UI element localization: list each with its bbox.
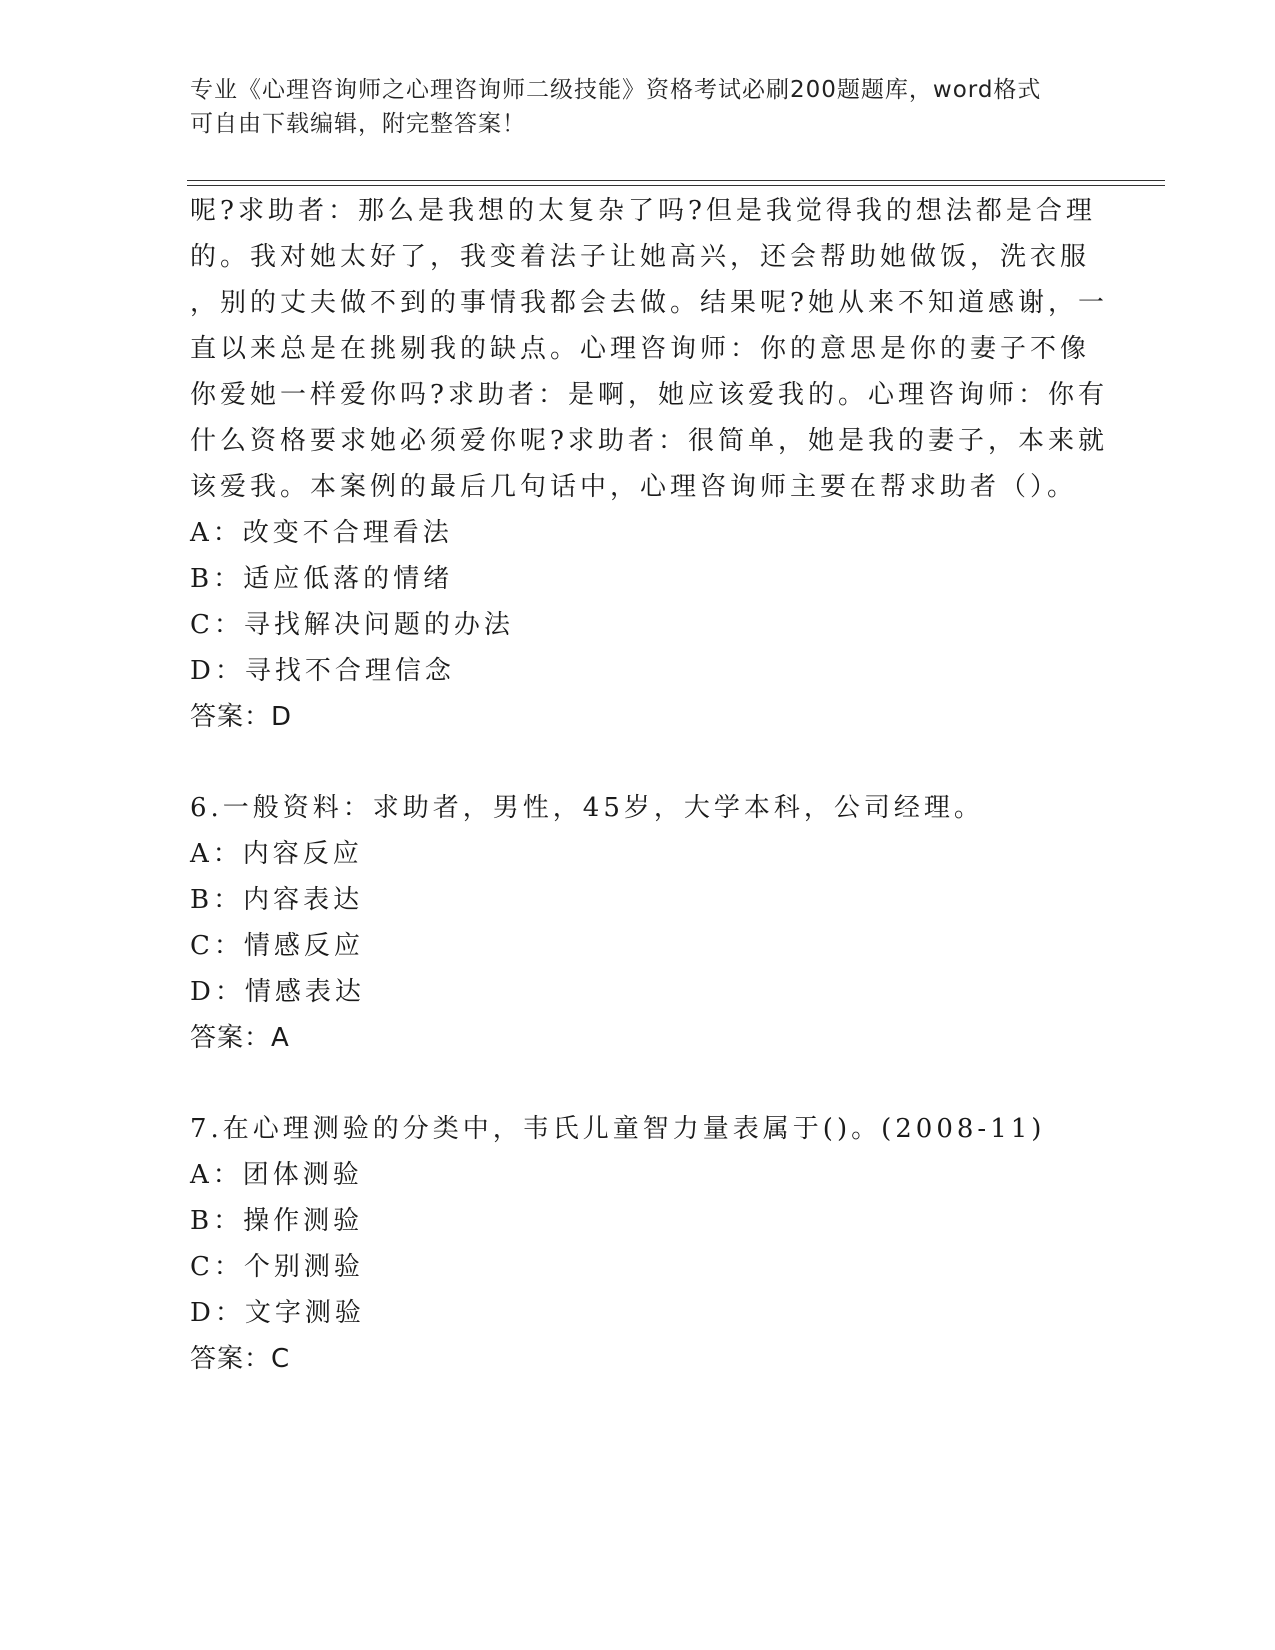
question-7 (190, 1106, 1090, 1382)
question-stem-line: ，别的丈夫做不到的事情我都会去做。结果呢?她从来不知道感谢，一 (190, 288, 1108, 318)
header-line-2: 可自由下载编辑，附完整答案！ (190, 111, 526, 137)
option-d: D：寻找不合理信念 (190, 656, 455, 686)
option-c: C：个别测验 (190, 1252, 364, 1282)
question-stem-line: 呢?求助者：那么是我想的太复杂了吗?但是我觉得我的想法都是合理 (190, 196, 1096, 226)
option-c: C：情感反应 (190, 931, 364, 961)
option-d: D：文字测验 (190, 1298, 365, 1328)
question-6 (190, 785, 1090, 1061)
answer-line: 答案：C (190, 1344, 291, 1374)
option-b: B：内容表达 (190, 885, 364, 915)
question-stem-line: 什么资格要求她必须爱你呢?求助者：很简单，她是我的妻子，本来就 (190, 426, 1108, 456)
question-list (190, 188, 1108, 1382)
answer-line: 答案：D (190, 702, 293, 732)
header-double-rule (187, 180, 1165, 186)
question-5 (190, 188, 1108, 740)
question-stem-line: 的。我对她太好了，我变着法子让她高兴，还会帮助她做饭，洗衣服 (190, 242, 1091, 272)
option-a: A：内容反应 (190, 839, 363, 869)
question-stem-line: 直以来总是在挑剔我的缺点。心理咨询师：你的意思是你的妻子不像 (190, 334, 1091, 364)
option-a: A：团体测验 (190, 1160, 363, 1190)
answer-line: 答案：A (190, 1023, 290, 1053)
spacer (190, 1061, 1090, 1106)
option-d: D：情感表达 (190, 977, 365, 1007)
question-stem: 7.在心理测验的分类中，韦氏儿童智力量表属于()。(2008-11) (190, 1114, 1046, 1144)
document-header (190, 73, 1090, 141)
spacer (190, 740, 1090, 785)
question-stem-line: 该爱我。本案例的最后几句话中，心理咨询师主要在帮求助者（）。 (190, 472, 1078, 502)
option-a: A：改变不合理看法 (190, 518, 453, 548)
question-stem-line: 你爱她一样爱你吗?求助者：是啊，她应该爱我的。心理咨询师：你有 (190, 380, 1108, 410)
question-stem: 6.一般资料：求助者，男性，45岁，大学本科，公司经理。 (190, 793, 984, 823)
option-b: B：操作测验 (190, 1206, 364, 1236)
option-c: C：寻找解决问题的办法 (190, 610, 514, 640)
option-b: B：适应低落的情绪 (190, 564, 454, 594)
header-line-1: 专业《心理咨询师之心理咨询师二级技能》资格考试必刷200题题库，word格式 (190, 77, 1042, 103)
